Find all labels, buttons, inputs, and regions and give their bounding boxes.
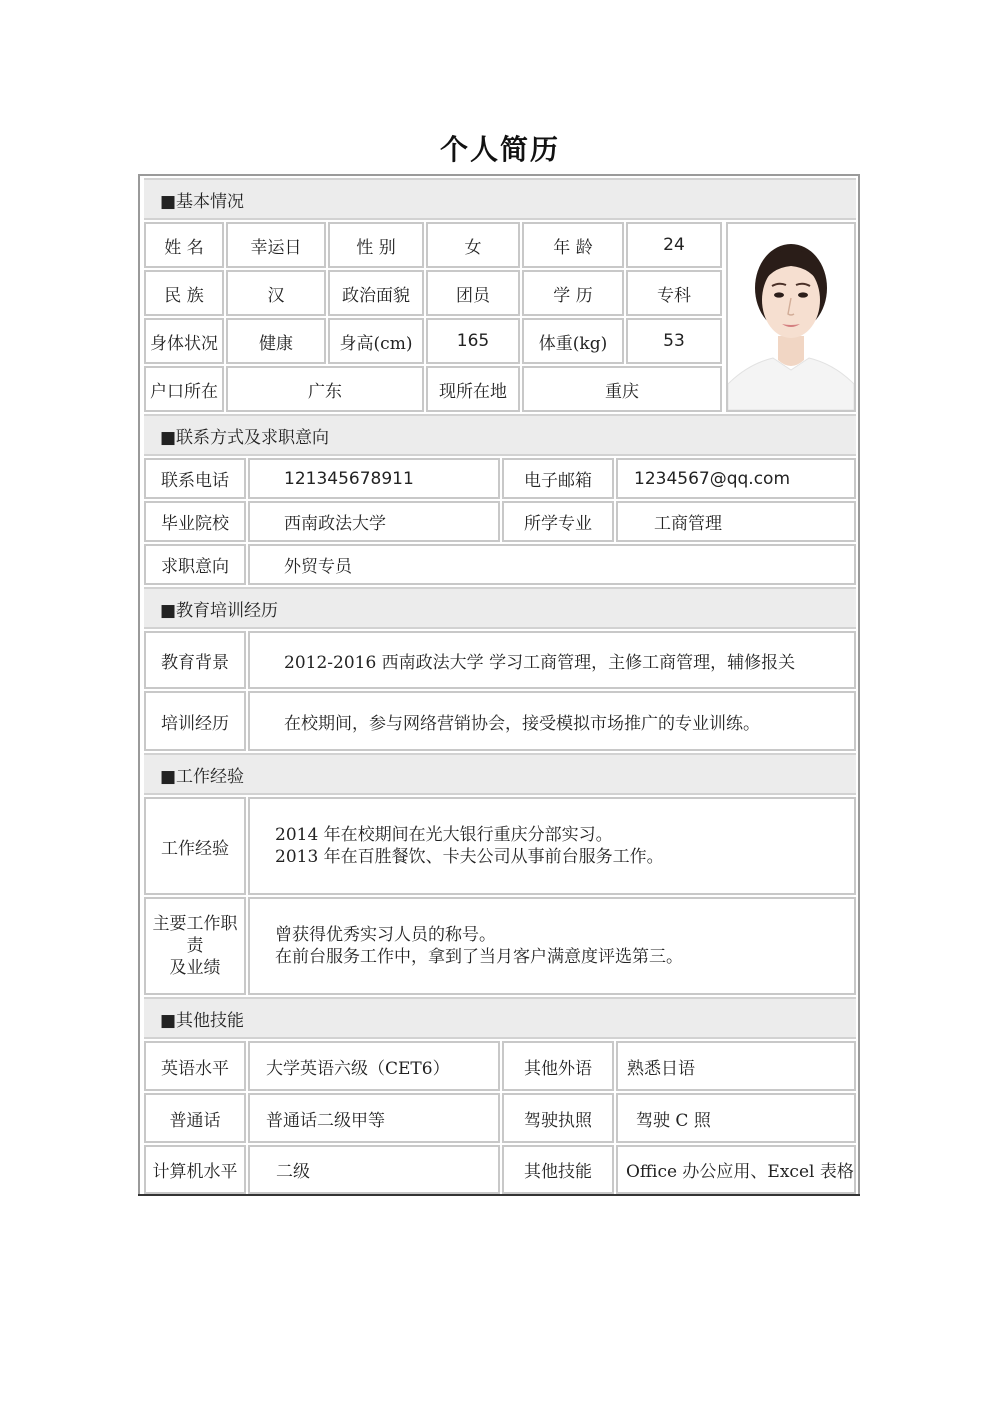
health-value: 健康	[226, 318, 326, 364]
name-value: 幸运日	[226, 222, 326, 268]
section-skills: ■其他技能	[144, 997, 856, 1039]
degree-value: 专科	[626, 270, 722, 316]
section-contact: ■联系方式及求职意向	[144, 414, 856, 456]
email-value: 1234567@qq.com	[616, 458, 856, 499]
hukou-label: 户口所在	[144, 366, 224, 412]
computer-value: 二级	[248, 1145, 500, 1194]
section-work: ■工作经验	[144, 753, 856, 795]
school-label: 毕业院校	[144, 501, 246, 542]
phone-value: 121345678911	[248, 458, 500, 499]
school-value: 西南政法大学	[248, 501, 500, 542]
english-value: 大学英语六级（CET6）	[248, 1041, 500, 1091]
other-skill-value: Office 办公应用、Excel 表格	[616, 1145, 856, 1194]
major-value: 工商管理	[616, 501, 856, 542]
duties-label-line: 及业绩	[169, 958, 221, 978]
work-experience-value	[248, 797, 856, 895]
section-basic-info: ■基本情况	[144, 178, 856, 220]
age-label: 年 龄	[522, 222, 624, 268]
education-background-label: 教育背景	[144, 631, 246, 689]
page-title: 个人简历	[439, 133, 560, 166]
phone-label: 联系电话	[144, 458, 246, 499]
section-education: ■教育培训经历	[144, 587, 856, 629]
ethnicity-value: 汉	[226, 270, 326, 316]
height-value: 165	[426, 318, 520, 364]
weight-label: 体重(kg)	[522, 318, 624, 364]
english-label: 英语水平	[144, 1041, 246, 1091]
weight-value: 53	[626, 318, 722, 364]
intention-label: 求职意向	[144, 544, 246, 585]
residence-label: 现所在地	[426, 366, 520, 412]
license-value: 驾驶 C 照	[616, 1093, 856, 1143]
education-background-value: 2012-2016 西南政法大学 学习工商管理，主修工商管理，辅修报关	[248, 631, 856, 689]
name-label: 姓 名	[144, 222, 224, 268]
other-language-value: 熟悉日语	[616, 1041, 856, 1091]
height-label: 身高(cm)	[328, 318, 424, 364]
other-language-label: 其他外语	[502, 1041, 614, 1091]
duties-label-line: 主要工作职责	[152, 914, 238, 956]
training-label: 培训经历	[144, 691, 246, 751]
gender-value: 女	[426, 222, 520, 268]
work-experience-label: 工作经验	[144, 797, 246, 895]
residence-value: 重庆	[522, 366, 722, 412]
work-experience-line: 2013 年在百胜餐饮、卡夫公司从事前台服务工作。	[275, 847, 664, 867]
table-bottom-border	[138, 1194, 860, 1196]
major-label: 所学专业	[502, 501, 614, 542]
political-value: 团员	[426, 270, 520, 316]
email-label: 电子邮箱	[502, 458, 614, 499]
training-value: 在校期间，参与网络营销协会，接受模拟市场推广的专业训练。	[248, 691, 856, 751]
political-label: 政治面貌	[328, 270, 424, 316]
work-experience-line: 2014 年在校期间在光大银行重庆分部实习。	[275, 825, 613, 845]
duties-line: 曾获得优秀实习人员的称号。	[275, 925, 496, 945]
degree-label: 学 历	[522, 270, 624, 316]
health-label: 身体状况	[144, 318, 224, 364]
duties-label	[144, 897, 246, 995]
license-label: 驾驶执照	[502, 1093, 614, 1143]
mandarin-label: 普通话	[144, 1093, 246, 1143]
other-skill-label: 其他技能	[502, 1145, 614, 1194]
hukou-value: 广东	[226, 366, 424, 412]
ethnicity-label: 民 族	[144, 270, 224, 316]
duties-line: 在前台服务工作中，拿到了当月客户满意度评选第三。	[275, 947, 683, 967]
mandarin-value: 普通话二级甲等	[248, 1093, 500, 1143]
gender-label: 性 别	[328, 222, 424, 268]
duties-value	[248, 897, 856, 995]
profile-photo	[726, 222, 856, 412]
age-value: 24	[626, 222, 722, 268]
intention-value: 外贸专员	[248, 544, 856, 585]
portrait-image	[728, 224, 854, 410]
computer-label: 计算机水平	[144, 1145, 246, 1194]
